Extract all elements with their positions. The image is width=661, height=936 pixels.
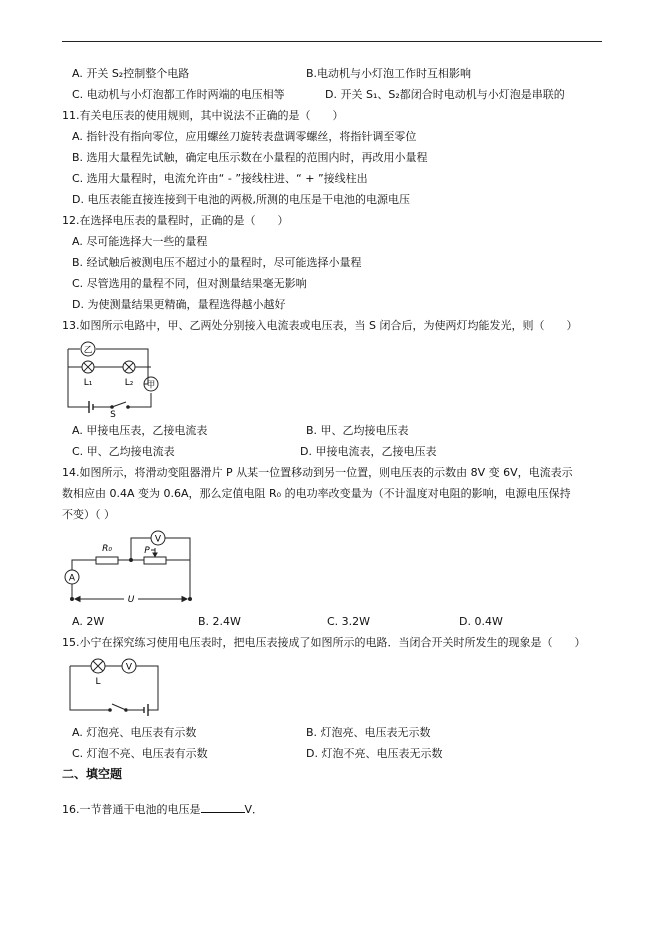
q14-option-a: A. 2W <box>72 615 105 628</box>
q13-circuit-diagram <box>62 337 172 419</box>
q12-stem: 12.在选择电压表的量程时，正确的是（ ） <box>62 214 289 227</box>
q10-option-a: A. 开关 S₂控制整个电路 <box>72 67 190 80</box>
q12-option-a: A. 尽可能选择大一些的量程 <box>72 235 208 248</box>
switch-label: S <box>110 410 116 420</box>
q10-option-c: C. 电动机与小灯泡都工作时两端的电压相等 <box>72 88 285 101</box>
q13-option-a: A. 甲接电压表，乙接电流表 <box>72 424 208 437</box>
q13-option-c: C. 甲、乙均接电流表 <box>72 445 175 458</box>
q14-stem-line1: 14.如图所示，将滑动变阻器滑片 P 从某一位置移动到另一位置，则电压表的示数由 8V 变 6V，电流表示 <box>62 466 573 479</box>
q16-answer-blank[interactable] <box>201 801 245 813</box>
q15-option-b: B. 灯泡亮、电压表无示数 <box>306 726 431 739</box>
q11-stem: 11.有关电压表的使用规则，其中说法不正确的是（ ） <box>62 109 344 122</box>
q15-stem: 15.小宁在探究练习使用电压表时，把电压表接成了如图所示的电路．当闭合开关时所发生的现象是（ ） <box>62 636 586 649</box>
q13-option-b: B. 甲、乙均接电压表 <box>306 424 409 437</box>
resistor-label: R₀ <box>102 544 112 554</box>
header-rule <box>62 41 602 42</box>
q11-option-d: D. 电压表能直接连接到干电池的两极,所测的电压是干电池的电源电压 <box>72 193 410 206</box>
q16-line <box>62 801 263 817</box>
q14-option-c: C. 3.2W <box>327 615 371 628</box>
q10-option-d: D. 开关 S₁、S₂都闭合时电动机与小灯泡是串联的 <box>325 88 565 101</box>
lamp1-label: L₁ <box>83 378 93 388</box>
meter-right-label: 甲 <box>146 380 156 391</box>
q13-option-d: D. 甲接电流表，乙接电压表 <box>300 445 437 458</box>
q10-option-b: B.电动机与小灯泡工作时互相影响 <box>306 67 472 80</box>
lamp-label: L <box>95 677 101 687</box>
q15-option-c: C. 灯泡不亮、电压表有示数 <box>72 747 208 760</box>
q14-stem-line2: 数相应由 0.4A 变为 0.6A，那么定值电阻 R₀ 的电功率改变量为（不计温度对电阻的影响，电源电压保持 <box>62 487 571 500</box>
q11-option-b: B. 选用大量程先试触，确定电压示数在小量程的范围内时，再改用小量程 <box>72 151 428 164</box>
section-heading-fill-in: 二、填空题 <box>62 767 123 781</box>
q16-stem: 16.一节普通干电池的电压是 <box>62 803 201 816</box>
q12-option-b: B. 经试触后被测电压不超过小的量程时，尽可能选择小量程 <box>72 256 362 269</box>
slider-label: P <box>144 546 150 556</box>
q14-option-d: D. 0.4W <box>459 615 503 628</box>
q11-option-a: A. 指针没有指向零位，应用螺丝刀旋转表盘调零螺丝，将指针调至零位 <box>72 130 417 143</box>
q12-option-c: C. 尽管选用的量程不同，但对测量结果毫无影响 <box>72 277 307 290</box>
voltmeter-label: V <box>154 534 162 545</box>
q14-option-b: B. 2.4W <box>198 615 241 628</box>
q15-circuit-diagram <box>62 654 172 720</box>
q14-stem-line3: 不变）（ ） <box>62 508 115 521</box>
lamp2-label: L₂ <box>124 378 134 388</box>
q12-option-d: D. 为使测量结果更精确，量程选得越小越好 <box>72 298 286 311</box>
q13-stem: 13.如图所示电路中，甲、乙两处分别接入电流表或电压表，当 S 闭合后，为使两灯均能发光，则（ ） <box>62 319 578 332</box>
ammeter-label: A <box>68 573 76 584</box>
meter-top-label: 乙 <box>83 345 93 356</box>
q15-option-d: D. 灯泡不亮、电压表无示数 <box>306 747 443 760</box>
q16-unit: V． <box>244 803 264 816</box>
q14-circuit-diagram <box>62 526 202 610</box>
q11-option-c: C. 选用大量程时，电流允许由“ - ”接线柱进、“ + ”接线柱出 <box>72 172 368 185</box>
voltage-label: U <box>127 595 135 605</box>
voltmeter-label: V <box>125 662 133 673</box>
q15-option-a: A. 灯泡亮、电压表有示数 <box>72 726 197 739</box>
